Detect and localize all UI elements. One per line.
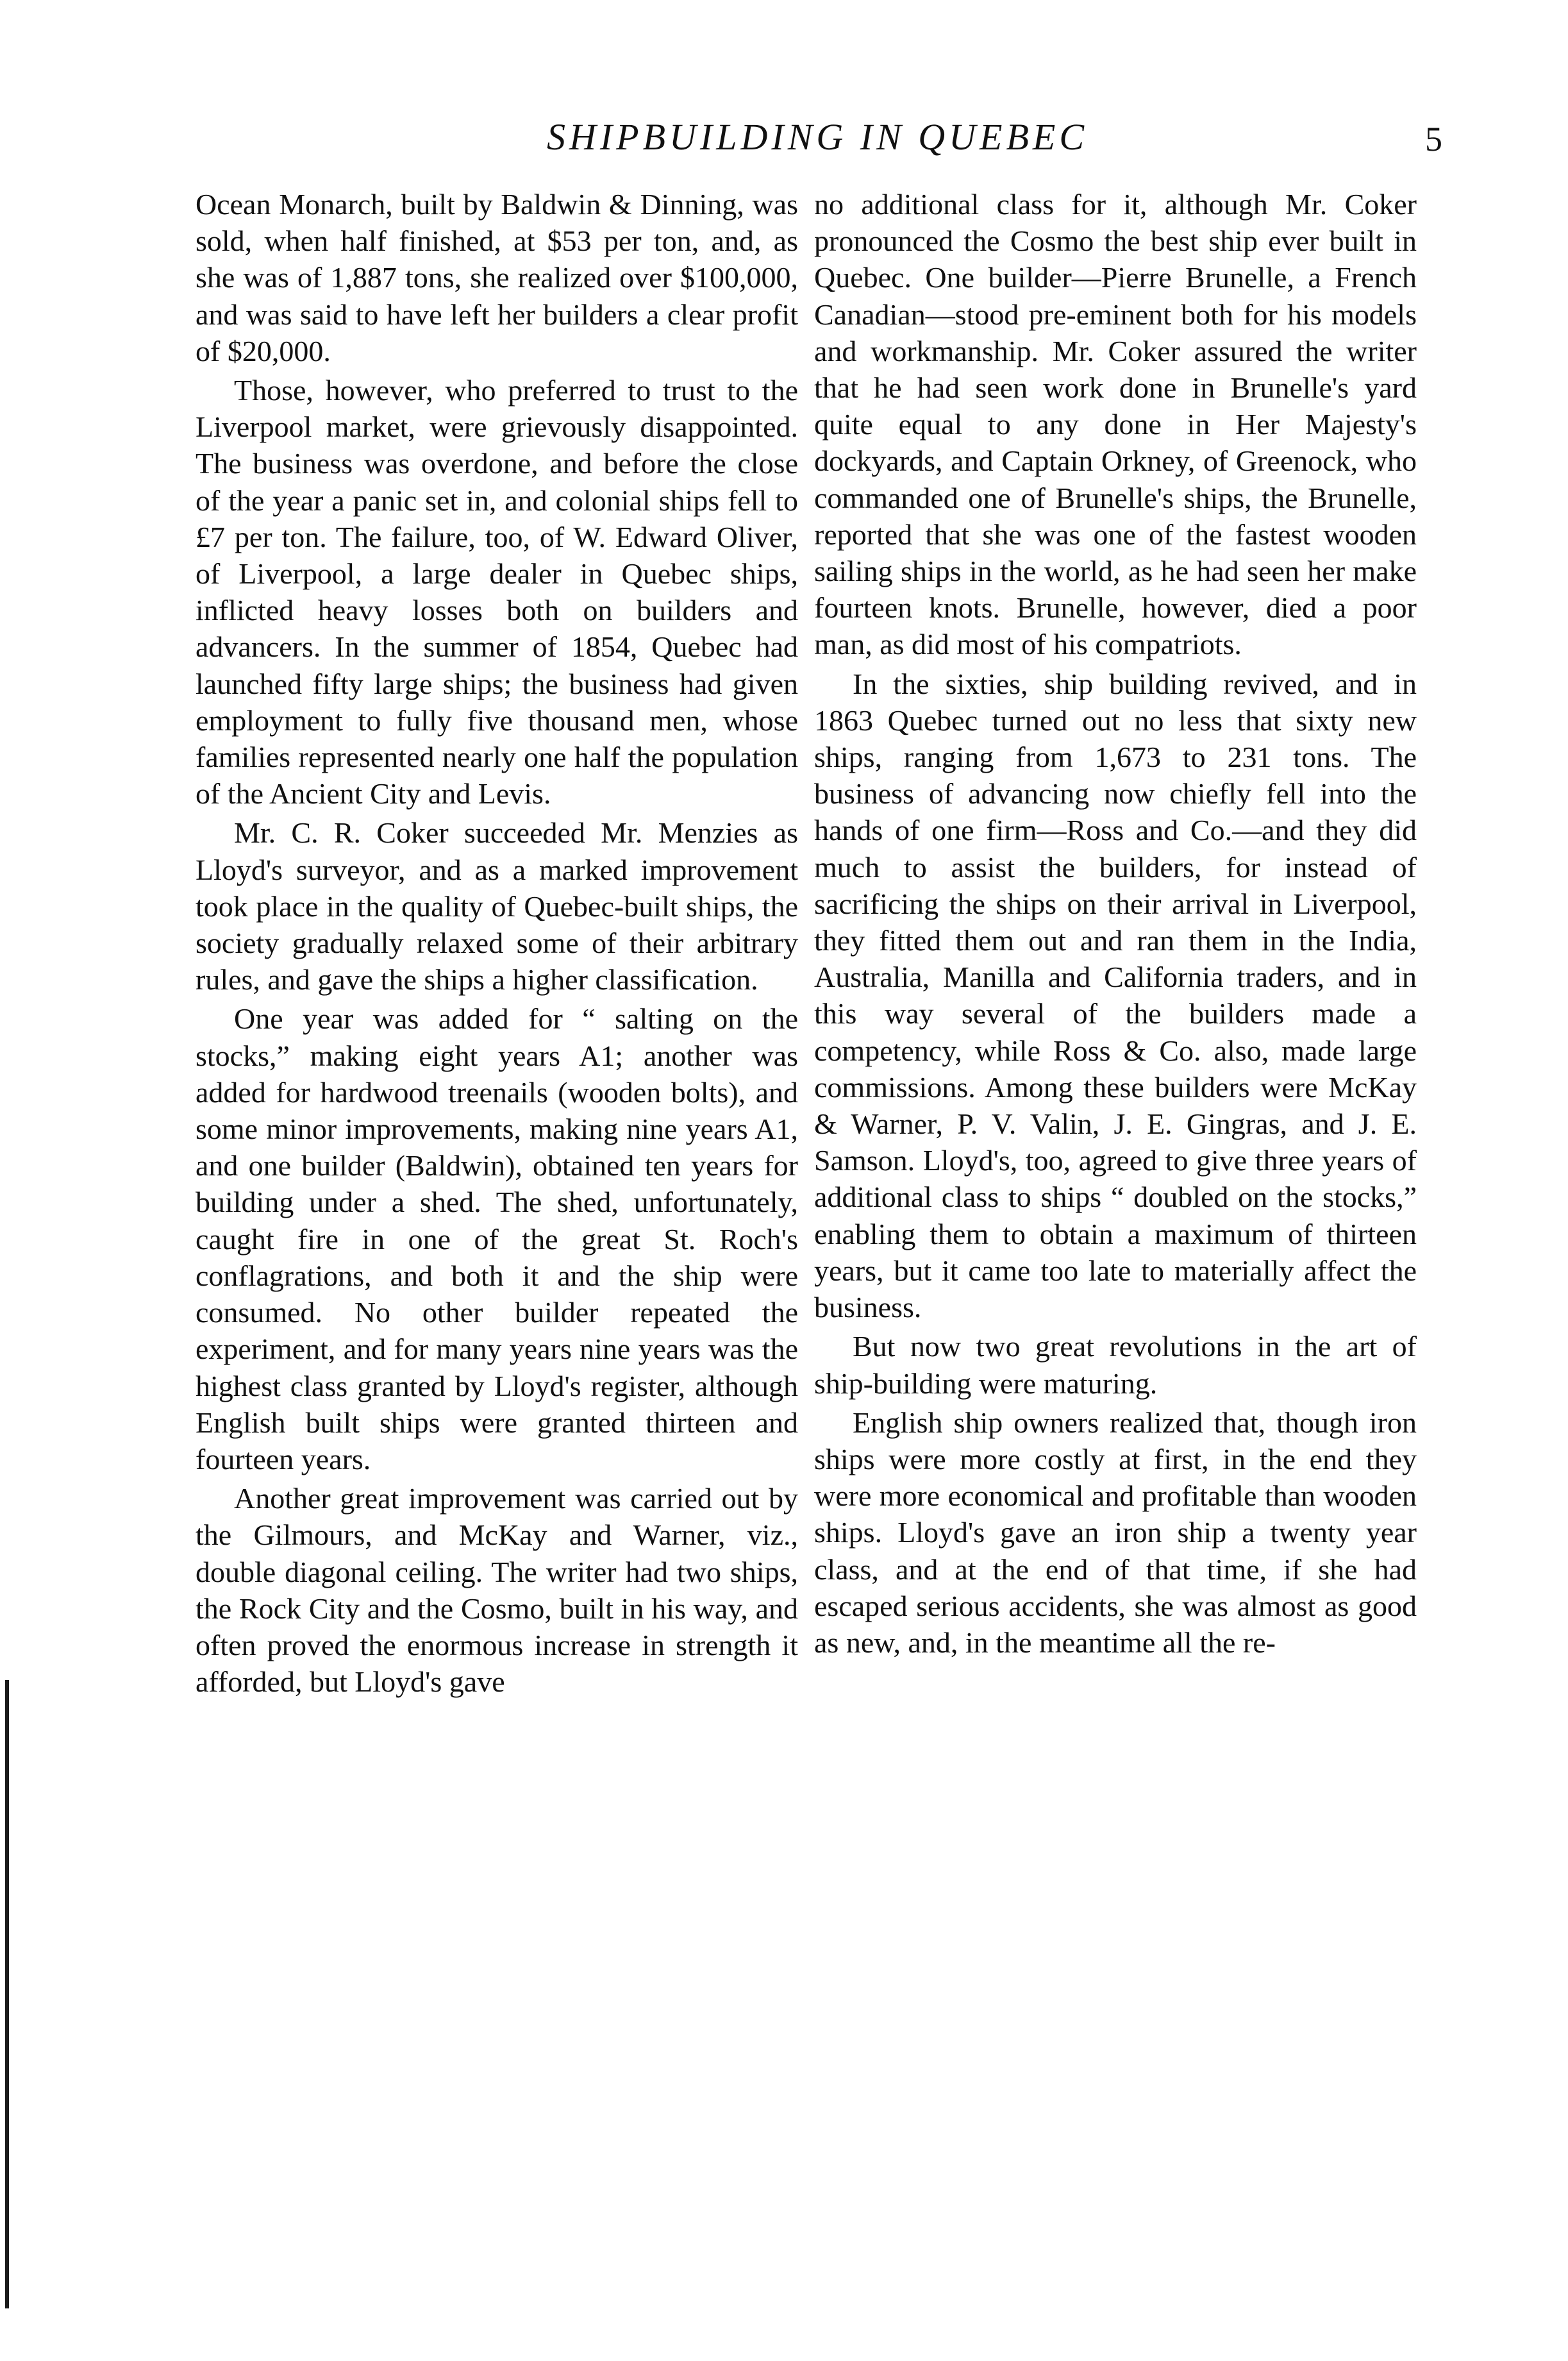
page-header <box>192 115 1442 167</box>
paragraph: no additional class for it, although Mr. Coker pronounced the Cosmo the best ship ever built in Quebec. One builder—Pierre Brunelle, a French Canadian—stood pre-eminent both for his models and workmanship. Mr. Coker assured the writer that he had seen work done in Brunelle's yard quite equal to any done in Her Majesty's dockyards, and Captain Orkney, of Greenock, who commanded one of Brunelle's ships, the Brunelle, reported that she was one of the fastest wooden sailing ships in the world, as he had seen her make fourteen knots. Brunelle, however, died a poor man, as did most of his compatriots. <box>814 188 1417 661</box>
right-column <box>814 186 1417 1663</box>
paragraph: Ocean Monarch, built by Baldwin & Dinning, was sold, when half finished, at $53 per ton, and, as she was of 1,887 tons, she realized over $100,000, and was said to have left her builders a clear profit of $20,000. <box>196 188 798 367</box>
paragraph: Mr. C. R. Coker succeeded Mr. Menzies as Lloyd's surveyor, and as a marked improvement took place in the quality of Quebec-built ships, the society gradually relaxed some of their arbitrary rules, and gave the ships a higher classification. <box>196 816 798 996</box>
running-title: SHIPBUILDING IN QUEBEC <box>546 116 1088 158</box>
paragraph: Those, however, who preferred to trust to the Liverpool market, were grievously disappointed. The business was overdone, and before the close of the year a panic set in, and colonial ships fell to £7 per ton. The failure, too, of W. Edward Oliver, of Liverpool, a large dealer in Quebec ships, inflicted heavy losses both on builders and advancers. In the summer of 1854, Quebec had launched fifty large ships; the business had given employment to fully five thousand men, whose families represented nearly one half the population of the Ancient City and Levis. <box>196 374 798 811</box>
left-column <box>196 186 798 1702</box>
paragraph: Another great improvement was carried out by the Gilmours, and McKay and Warner, viz., double diagonal ceiling. The writer had two ships, the Rock City and the Cosmo, built in his way, and often proved the enormous increase in strength it afforded, but Lloyd's gave <box>196 1482 798 1699</box>
scan-edge-mark <box>5 1680 9 2308</box>
paragraph: But now two great revolutions in the art of ship-building were maturing. <box>814 1330 1417 1400</box>
paragraph: In the sixties, ship building revived, and in 1863 Quebec turned out no less that sixty new ships, ranging from 1,673 to 231 tons. The business of advancing now chiefly fell into the hands of one firm—Ross and Co.—and they did much to assist the builders, for instead of sacrificing the ships on their arrival in Liverpool, they fitted them out and ran them in the India, Australia, Manilla and California traders, and in this way several of the builders made a competency, while Ross & Co. also, made large commissions. Among these builders were McKay & Warner, P. V. Valin, J. E. Gingras, and J. E. Samson. Lloyd's, too, agreed to give three years of additional class to ships “ doubled on the stocks,” enabling them to obtain a maximum of thirteen years, but it came too late to materially affect the business. <box>814 667 1417 1324</box>
page-number: 5 <box>1425 120 1442 158</box>
paragraph: English ship owners realized that, though iron ships were more costly at first, in the end they were more economical and profitable than wooden ships. Lloyd's gave an iron ship a twenty year class, and at the end of that time, if she had escaped serious accidents, she was almost as good as new, and, in the meantime all the re- <box>814 1406 1417 1659</box>
paragraph: One year was added for “ salting on the stocks,” making eight years A1; another was added for hardwood treenails (wooden bolts), and some minor improvements, making nine years A1, and one builder (Baldwin), obtained ten years for building under a shed. The shed, unfortunately, caught fire in one of the great St. Roch's conflagrations, and both it and the ship were consumed. No other builder repeated the experiment, and for many years nine years was the highest class granted by Lloyd's register, although English built ships were granted thirteen and fourteen years. <box>196 1002 798 1475</box>
